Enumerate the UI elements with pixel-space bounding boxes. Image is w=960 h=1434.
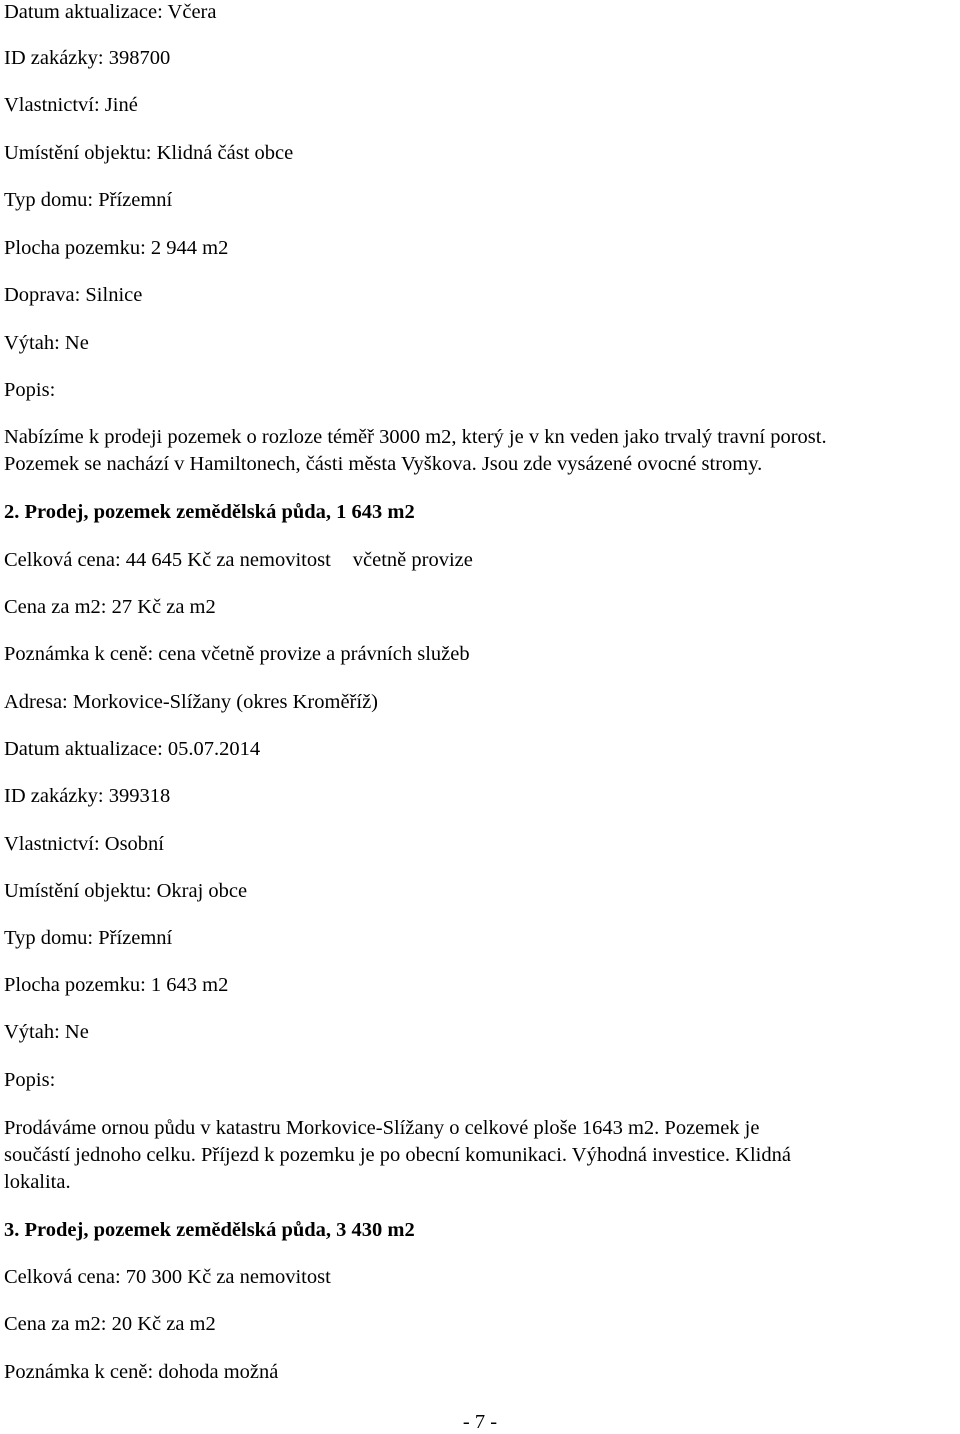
listing3-price-per-m2: Cena za m2: 20 Kč za m2 [4, 1313, 216, 1335]
listing1-description-line: Pozemek se nachází v Hamiltonech, části města Vyškova. Jsou zde vysázené ovocné stromy. [4, 453, 763, 475]
listing2-elevator: Výtah: Ne [4, 1021, 89, 1043]
listing2-location: Umístění objektu: Okraj obce [4, 880, 248, 902]
listing2-update-date: Datum aktualizace: 05.07.2014 [4, 738, 261, 760]
listing2-house-type: Typ domu: Přízemní [4, 927, 173, 949]
listing2-total-price [4, 548, 473, 572]
listing2-description-label: Popis: [4, 1069, 56, 1091]
listing3-total-price: Celková cena: 70 300 Kč za nemovitost [4, 1266, 331, 1288]
listing1-update-date: Datum aktualizace: Včera [4, 1, 217, 23]
listing3-heading: 3. Prodej, pozemek zemědělská půda, 3 430 m2 [4, 1219, 415, 1241]
listing2-plot-area: Plocha pozemku: 1 643 m2 [4, 974, 229, 996]
page-number: - 7 - [462, 1411, 498, 1433]
listing2-heading: 2. Prodej, pozemek zemědělská půda, 1 643 m2 [4, 501, 415, 523]
listing2-ownership: Vlastnictví: Osobní [4, 833, 165, 855]
listing2-price-per-m2: Cena za m2: 27 Kč za m2 [4, 596, 216, 618]
listing1-order-id: ID zakázky: 398700 [4, 47, 171, 69]
listing2-address: Adresa: Morkovice-Slížany (okres Kroměříž) [4, 691, 378, 713]
listing2-price-note: Poznámka k ceně: cena včetně provize a právních služeb [4, 643, 470, 665]
listing1-plot-area: Plocha pozemku: 2 944 m2 [4, 237, 229, 259]
listing2-total-price-value: Celková cena: 44 645 Kč za nemovitost [4, 549, 331, 571]
listing3-price-note: Poznámka k ceně: dohoda možná [4, 1361, 279, 1383]
listing2-description-line: Prodáváme ornou půdu v katastru Morkovice-Slížany o celkové ploše 1643 m2. Pozemek je [4, 1117, 760, 1139]
listing1-description-line: Nabízíme k prodeji pozemek o rozloze téměř 3000 m2, který je v kn veden jako trvalý travní porost. [4, 426, 827, 448]
listing1-ownership: Vlastnictví: Jiné [4, 94, 138, 116]
listing2-description-line: lokalita. [4, 1171, 71, 1193]
listing1-transport: Doprava: Silnice [4, 284, 143, 306]
listing1-elevator: Výtah: Ne [4, 332, 89, 354]
listing1-description-label: Popis: [4, 379, 56, 401]
listing1-house-type: Typ domu: Přízemní [4, 189, 173, 211]
listing2-total-price-note: včetně provize [352, 549, 473, 571]
listing2-description-line: součástí jednoho celku. Příjezd k pozemku je po obecní komunikaci. Výhodná investice. Klidná [4, 1144, 791, 1166]
listing1-location: Umístění objektu: Klidná část obce [4, 142, 294, 164]
listing2-order-id: ID zakázky: 399318 [4, 785, 171, 807]
